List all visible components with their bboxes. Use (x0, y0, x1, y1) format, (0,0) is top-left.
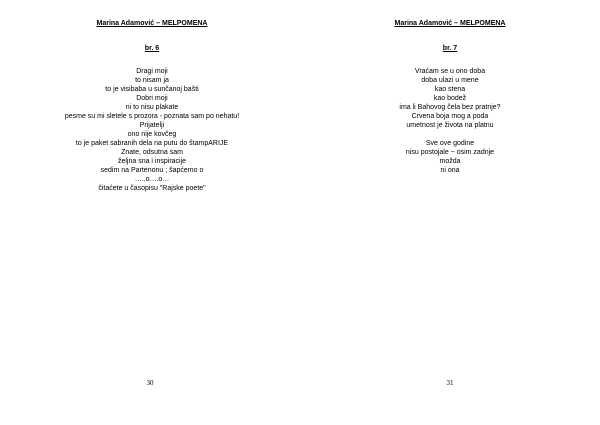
poem-line: Dobri moji (136, 95, 168, 102)
right-page (300, 0, 600, 425)
poem-line: to je visibaba u sunčanoj bašti (105, 86, 199, 93)
page-number: 31 (446, 379, 454, 387)
poem-line: sedim na Partenonu ; šapćemo o (100, 167, 204, 174)
poem-line: doba ulazi u mene (421, 77, 479, 84)
poem-line: umetnost je života na platnu (406, 122, 494, 129)
poem-line: možda (439, 158, 461, 165)
poem-line: to je paket sabranih dela na putu do štampARIJE (75, 140, 229, 147)
poem-line: kao stena (434, 86, 466, 93)
poem-lines (300, 67, 600, 175)
poem-title: br. 6 (144, 45, 160, 52)
poem-line: pesme su mi sletele s prozora - poznata sam po nehatu! (64, 113, 240, 120)
poem-lines (2, 67, 302, 193)
poem-line: ni to nisu plakate (125, 104, 179, 111)
book-header: Marina Adamović – MELPOMENA (96, 20, 208, 27)
page-number: 30 (146, 379, 154, 387)
poem-line: ono nije kovčeg (127, 131, 177, 138)
stanza-break (300, 130, 600, 139)
poem-line: ni ona (440, 167, 460, 174)
poem-line: to nisam ja (135, 77, 169, 84)
poem-line: željna sna i inspiracije (117, 158, 187, 165)
poem-line: Prijatelji (139, 122, 165, 129)
poem-line: Crvena boja mog a poda (411, 113, 489, 120)
poem-line: nisu postojale ~ osim zadnje (405, 149, 495, 156)
poem-line: čitaćete u časopisu "Rajske poete" (98, 185, 206, 192)
poem-line: Znate, odsutna sam (121, 149, 183, 156)
poem-line: …..o….o… (134, 176, 170, 183)
poem-line: Vraćam se u ono doba (414, 68, 486, 75)
poem-title: br. 7 (442, 45, 458, 52)
poem-line: kao bodež (433, 95, 467, 102)
poem-line: Sve ove godine (425, 140, 475, 147)
poem-line: Dragi moji (136, 68, 168, 75)
poem-line: ima li Bahovog čela bez pratnje? (399, 104, 501, 111)
book-header: Marina Adamović – MELPOMENA (394, 20, 506, 27)
